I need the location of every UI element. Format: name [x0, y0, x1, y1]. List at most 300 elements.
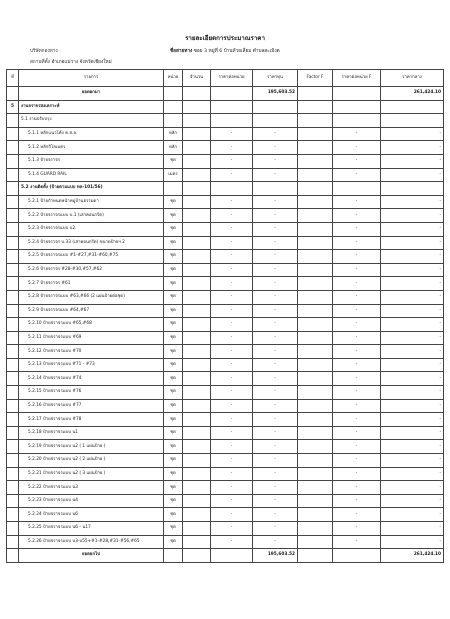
project-value: ซอย 3 หมู่ที่ 6 บ้านห้วยเลี่ยม ตำบลสะเมิงต	[193, 49, 280, 54]
cell-item: ยอดยกมา	[19, 87, 164, 101]
cell-total: -	[381, 467, 444, 481]
cell-unit-price: -	[211, 358, 253, 372]
cell-unit-price: -	[211, 467, 253, 481]
cell-cost: -	[253, 508, 298, 522]
cell-total: -	[381, 290, 444, 304]
cell-item: 5.2.3 ป้ายจราจรแบบ บ2.	[19, 222, 164, 236]
cell-unit: หลัก	[164, 127, 183, 141]
cell-item: 5.2.2 ป้ายจราจรแบบ บ.1 (เสาคอนกรีต)	[19, 209, 164, 223]
cell-unit-f: -	[333, 195, 381, 209]
cell-unit: ชุด	[164, 222, 183, 236]
cell-unit: ชุด	[164, 263, 183, 277]
cell-no	[7, 250, 19, 264]
col-factor-header: Factor F	[298, 70, 333, 87]
cell-qty	[183, 318, 211, 332]
table-row	[7, 209, 444, 223]
cell-no	[7, 304, 19, 318]
table-row	[7, 195, 444, 209]
cell-qty	[183, 100, 211, 114]
cell-no	[7, 494, 19, 508]
project-row	[170, 48, 280, 55]
cell-cost: -	[253, 127, 298, 141]
cell-qty	[183, 549, 211, 563]
cell-factor	[298, 250, 333, 264]
cell-total: -	[381, 481, 444, 495]
cell-total: -	[381, 494, 444, 508]
cell-item: 5.2.13 ป้ายจราจรแบบ #71 - #73	[19, 358, 164, 372]
cell-item: 5.2.23 ป้ายจราจรแบบ น4	[19, 494, 164, 508]
cell-unit-f	[333, 182, 381, 196]
cell-unit-f	[333, 114, 381, 128]
cell-unit: ชุด	[164, 467, 183, 481]
cell-unit-price: -	[211, 454, 253, 468]
cell-qty	[183, 304, 211, 318]
cell-unit-price	[211, 87, 253, 101]
cell-factor	[298, 277, 333, 291]
col-total-header: ราคากลาง	[381, 70, 444, 87]
table-row	[7, 454, 444, 468]
table-row	[7, 481, 444, 495]
cell-qty	[183, 263, 211, 277]
cell-unit: ชุด	[164, 535, 183, 549]
cell-no	[7, 467, 19, 481]
cell-qty	[183, 481, 211, 495]
table-row	[7, 154, 444, 168]
cell-unit-price: -	[211, 250, 253, 264]
cell-factor	[298, 114, 333, 128]
cell-unit: ชุด	[164, 195, 183, 209]
cell-no	[7, 195, 19, 209]
location-row	[30, 59, 112, 66]
cell-no	[7, 413, 19, 427]
cell-unit-f: -	[333, 440, 381, 454]
cell-unit: ชุด	[164, 399, 183, 413]
cell-cost	[253, 114, 298, 128]
cell-qty	[183, 454, 211, 468]
cell-unit-f: -	[333, 467, 381, 481]
cell-total: -	[381, 413, 444, 427]
cell-unit	[164, 182, 183, 196]
col-item-header: รายการ	[19, 70, 164, 87]
cell-unit-price: -	[211, 154, 253, 168]
cell-total: -	[381, 141, 444, 155]
cell-item: 5.2.6 ป้ายจราจร #28-#30,#57,#62	[19, 263, 164, 277]
cell-item: 5.1.3 ป้ายจราจร	[19, 154, 164, 168]
project-label: ชื่อสายทาง	[170, 49, 193, 54]
cell-qty	[183, 494, 211, 508]
cell-item: 5.2.1 ป้ายกำหนดหน้าหมู่บ้านธรรมดา	[19, 195, 164, 209]
cell-unit-f: -	[333, 386, 381, 400]
cell-unit: ชุด	[164, 331, 183, 345]
cell-qty	[183, 413, 211, 427]
cell-factor	[298, 236, 333, 250]
cell-factor	[298, 535, 333, 549]
cell-qty	[183, 87, 211, 101]
cell-cost: -	[253, 290, 298, 304]
cell-unit-f: -	[333, 345, 381, 359]
table-row	[7, 127, 444, 141]
cell-unit-f: -	[333, 127, 381, 141]
cell-total: 261,424.10	[381, 87, 444, 101]
table-total-row	[7, 87, 444, 101]
cell-total: 261,424.10	[381, 549, 444, 563]
cell-item: 5.2.8 ป้ายจราจรแบบ #63,#66 (2 แผ่นป้ายต่อชุด)	[19, 290, 164, 304]
cell-unit-price: -	[211, 290, 253, 304]
cell-total: -	[381, 440, 444, 454]
cell-total	[381, 114, 444, 128]
cell-cost: -	[253, 454, 298, 468]
col-cost-header: ราคาทุน	[253, 70, 298, 87]
cell-no	[7, 358, 19, 372]
cell-unit-price: -	[211, 141, 253, 155]
cell-unit-price: -	[211, 494, 253, 508]
cell-cost: -	[253, 481, 298, 495]
cell-unit-price: -	[211, 304, 253, 318]
cell-cost	[253, 100, 298, 114]
cell-factor	[298, 127, 333, 141]
cell-item: 5.2.11 ป้ายจราจรแบบ #69	[19, 331, 164, 345]
cell-unit-price: -	[211, 399, 253, 413]
table-row	[7, 413, 444, 427]
table-row	[7, 250, 444, 264]
cell-total: -	[381, 522, 444, 536]
cell-total: -	[381, 209, 444, 223]
cell-no	[7, 114, 19, 128]
cell-factor	[298, 481, 333, 495]
table-row	[7, 222, 444, 236]
cell-no	[7, 209, 19, 223]
cell-total: -	[381, 304, 444, 318]
cell-qty	[183, 141, 211, 155]
cell-cost: -	[253, 345, 298, 359]
cell-qty	[183, 182, 211, 196]
cell-total: -	[381, 508, 444, 522]
cell-unit: ชุด	[164, 522, 183, 536]
cell-cost: -	[253, 358, 298, 372]
cell-cost: -	[253, 222, 298, 236]
table-row	[7, 372, 444, 386]
cell-unit-f: -	[333, 318, 381, 332]
cell-unit-price: -	[211, 535, 253, 549]
cell-factor	[298, 331, 333, 345]
table-row	[7, 467, 444, 481]
col-qty-header: จำนวน	[183, 70, 211, 87]
cell-item: 5.2.15 ป้ายจราจรแบบ #76	[19, 386, 164, 400]
col-unit-price-header: ราคาต่อหน่วย	[211, 70, 253, 87]
cell-cost	[253, 182, 298, 196]
cell-unit-f: -	[333, 168, 381, 182]
cell-unit-price: -	[211, 277, 253, 291]
cell-item: 5.2.24 ป้ายจราจรแบบ น6	[19, 508, 164, 522]
cell-factor	[298, 100, 333, 114]
table-total-row	[7, 549, 444, 563]
cell-factor	[298, 508, 333, 522]
col-no-header: ที่	[7, 70, 19, 87]
cell-unit: ชุด	[164, 372, 183, 386]
table-row	[7, 168, 444, 182]
table-row	[7, 522, 444, 536]
cell-factor	[298, 154, 333, 168]
cell-qty	[183, 345, 211, 359]
cell-cost: -	[253, 277, 298, 291]
cell-qty	[183, 290, 211, 304]
table-row	[7, 399, 444, 413]
location-label: สถานที่ตั้ง	[30, 60, 50, 65]
cell-item: 5.2.26 ป้ายจราจรแบบ บ3-บ55+#1-#28,#31-#56,#65	[19, 535, 164, 549]
cell-unit-price: -	[211, 236, 253, 250]
cell-unit-price	[211, 182, 253, 196]
cell-qty	[183, 440, 211, 454]
cell-total: -	[381, 250, 444, 264]
cell-unit: ชุด	[164, 209, 183, 223]
table-row	[7, 236, 444, 250]
cell-item: งานจราจรสงเคราะห์	[19, 100, 164, 114]
cell-factor	[298, 454, 333, 468]
cell-factor	[298, 413, 333, 427]
cell-unit	[164, 549, 183, 563]
location-value: อำเภอแม่วาง จังหวัดเชียงใหม่	[51, 60, 112, 65]
table-row	[7, 114, 444, 128]
cell-factor	[298, 195, 333, 209]
cell-factor	[298, 290, 333, 304]
cell-qty	[183, 467, 211, 481]
cell-unit-f: -	[333, 263, 381, 277]
table-row	[7, 277, 444, 291]
cell-qty	[183, 168, 211, 182]
cell-no	[7, 222, 19, 236]
cell-unit-price: -	[211, 372, 253, 386]
cell-total: -	[381, 277, 444, 291]
cell-no	[7, 236, 19, 250]
cell-item: 5.2.17 ป้ายจราจรแบบ #78	[19, 413, 164, 427]
cell-unit-f: -	[333, 209, 381, 223]
cell-factor	[298, 386, 333, 400]
cell-unit-price: -	[211, 222, 253, 236]
cell-qty	[183, 209, 211, 223]
cell-unit-f: -	[333, 399, 381, 413]
cell-total: -	[381, 372, 444, 386]
cell-factor	[298, 440, 333, 454]
cell-no	[7, 535, 19, 549]
cell-no	[7, 440, 19, 454]
cell-factor	[298, 222, 333, 236]
cell-qty	[183, 358, 211, 372]
cell-item: 5.2.4 ป้ายจราจร บ.33 (เสาคอนกรีต) ขนาดป้ายฯ 2	[19, 236, 164, 250]
cell-item: 5.2.25 ป้ายจราจรแบบ น6 - น17	[19, 522, 164, 536]
cell-unit-f: -	[333, 250, 381, 264]
cell-factor	[298, 209, 333, 223]
cell-factor	[298, 263, 333, 277]
cell-cost: 195,603.52	[253, 549, 298, 563]
cell-unit: ชุด	[164, 304, 183, 318]
cell-no	[7, 426, 19, 440]
cell-unit-f: -	[333, 508, 381, 522]
cell-total: -	[381, 426, 444, 440]
cell-factor	[298, 494, 333, 508]
col-unit-f-header: ราคาต่อหน่วย F	[333, 70, 381, 87]
cell-unit-f: -	[333, 154, 381, 168]
cell-qty	[183, 114, 211, 128]
cell-factor	[298, 318, 333, 332]
table-row	[7, 535, 444, 549]
cell-unit: ชุด	[164, 454, 183, 468]
cell-total: -	[381, 127, 444, 141]
estimate-table	[6, 69, 444, 563]
cell-unit-f: -	[333, 290, 381, 304]
cell-unit-price: -	[211, 413, 253, 427]
cell-unit-price: -	[211, 209, 253, 223]
cell-cost: -	[253, 209, 298, 223]
cell-no	[7, 141, 19, 155]
cell-unit	[164, 87, 183, 101]
cell-unit-price	[211, 549, 253, 563]
cell-cost: -	[253, 318, 298, 332]
cell-qty	[183, 331, 211, 345]
cell-unit-f: -	[333, 277, 381, 291]
cell-cost: -	[253, 386, 298, 400]
cell-cost: -	[253, 522, 298, 536]
cell-item: 5.2.20 ป้ายจราจรแบบ น2 ( 2 แผ่นป้าย )	[19, 454, 164, 468]
cell-qty	[183, 522, 211, 536]
cell-no	[7, 454, 19, 468]
cell-unit: ชุด	[164, 508, 183, 522]
cell-cost: -	[253, 494, 298, 508]
cell-item: 5.2.16 ป้ายจราจรแบบ #77	[19, 399, 164, 413]
cell-qty	[183, 372, 211, 386]
cell-factor	[298, 522, 333, 536]
cell-cost: -	[253, 413, 298, 427]
cell-unit-price: -	[211, 440, 253, 454]
cell-item: 5.1 งานปรับปรุง	[19, 114, 164, 128]
cell-total: -	[381, 154, 444, 168]
cell-no	[7, 127, 19, 141]
cell-no	[7, 263, 19, 277]
cell-item: 5.2.12 ป้ายจราจรแบบ #70	[19, 345, 164, 359]
cell-cost: -	[253, 440, 298, 454]
cell-no	[7, 87, 19, 101]
cell-unit-f: -	[333, 426, 381, 440]
cell-cost: -	[253, 304, 298, 318]
cell-factor	[298, 358, 333, 372]
cell-total: -	[381, 236, 444, 250]
cell-unit-price: -	[211, 426, 253, 440]
cell-factor	[298, 168, 333, 182]
cell-total: -	[381, 331, 444, 345]
cell-unit: ชุด	[164, 494, 183, 508]
table-row	[7, 100, 444, 114]
table-row	[7, 508, 444, 522]
cell-no	[7, 549, 19, 563]
cell-unit-price: -	[211, 263, 253, 277]
cell-unit: ชุด	[164, 154, 183, 168]
cell-no	[7, 481, 19, 495]
cell-item: 5.2 งานติดตั้ง (ป้ายตามแบบ ทล-101/56)	[19, 182, 164, 196]
cell-item: ยอดยกไป	[19, 549, 164, 563]
cell-unit: ชุด	[164, 481, 183, 495]
cell-no	[7, 522, 19, 536]
cell-no	[7, 399, 19, 413]
cell-item: 5.1.2 หลักกิโลเมตร	[19, 141, 164, 155]
cell-unit-price: -	[211, 195, 253, 209]
cell-item: 5.2.19 ป้ายจราจรแบบ น2 ( 1 แผ่นป้าย )	[19, 440, 164, 454]
cell-unit-price: -	[211, 481, 253, 495]
cell-total: -	[381, 454, 444, 468]
cell-no	[7, 182, 19, 196]
cell-qty	[183, 426, 211, 440]
table-row	[7, 358, 444, 372]
cell-no	[7, 372, 19, 386]
cell-cost: -	[253, 535, 298, 549]
cell-unit-price: -	[211, 522, 253, 536]
cell-unit-f: -	[333, 494, 381, 508]
cell-unit-f	[333, 87, 381, 101]
cell-unit-f: -	[333, 358, 381, 372]
cell-item: 5.2.18 ป้ายจราจรแบบ น1	[19, 426, 164, 440]
cell-no	[7, 277, 19, 291]
cell-unit: ชุด	[164, 426, 183, 440]
cell-unit-f	[333, 100, 381, 114]
cell-unit-f: -	[333, 535, 381, 549]
cell-item: 5.2.7 ป้ายจราจร #61	[19, 277, 164, 291]
cell-unit: ชุด	[164, 440, 183, 454]
cell-unit: ชุด	[164, 345, 183, 359]
cell-no	[7, 154, 19, 168]
cell-qty	[183, 277, 211, 291]
cell-no	[7, 345, 19, 359]
cell-qty	[183, 386, 211, 400]
document-title: รายละเอียดการประมาณราคา	[185, 35, 265, 42]
cell-cost: -	[253, 331, 298, 345]
cell-unit-f: -	[333, 522, 381, 536]
cell-unit	[164, 114, 183, 128]
cell-no	[7, 290, 19, 304]
cell-qty	[183, 508, 211, 522]
cell-total: -	[381, 263, 444, 277]
table-row	[7, 331, 444, 345]
cell-total: -	[381, 222, 444, 236]
cell-unit: เมตร	[164, 168, 183, 182]
cell-unit-f: -	[333, 222, 381, 236]
cell-item: 5.2.14 ป้ายจราจรแบบ #74	[19, 372, 164, 386]
table-row	[7, 290, 444, 304]
owner-value: บริษัทกองทาง	[30, 49, 58, 54]
table-row	[7, 440, 444, 454]
cell-item: 5.2.5 ป้ายจราจรแบบ #1-#27,#31-#60,#75	[19, 250, 164, 264]
cell-unit-f: -	[333, 331, 381, 345]
cell-cost: -	[253, 250, 298, 264]
cell-item: 5.2.10 ป้ายจราจรแบบ #65,#68	[19, 318, 164, 332]
cell-unit-f: -	[333, 413, 381, 427]
cell-qty	[183, 250, 211, 264]
cell-unit-f: -	[333, 236, 381, 250]
cell-total: -	[381, 168, 444, 182]
cell-cost: -	[253, 372, 298, 386]
cell-no	[7, 168, 19, 182]
cell-unit-price: -	[211, 318, 253, 332]
cell-qty	[183, 222, 211, 236]
cell-qty	[183, 236, 211, 250]
cell-item: 5.2.22 ป้ายจราจรแบบ น3	[19, 481, 164, 495]
table-row	[7, 426, 444, 440]
cell-factor	[298, 399, 333, 413]
cell-unit-f: -	[333, 372, 381, 386]
cell-qty	[183, 127, 211, 141]
cell-no: 5	[7, 100, 19, 114]
table-row	[7, 182, 444, 196]
cell-item: 5.1.4 GUARD RAIL	[19, 168, 164, 182]
cell-factor	[298, 549, 333, 563]
cell-cost: 195,603.52	[253, 87, 298, 101]
